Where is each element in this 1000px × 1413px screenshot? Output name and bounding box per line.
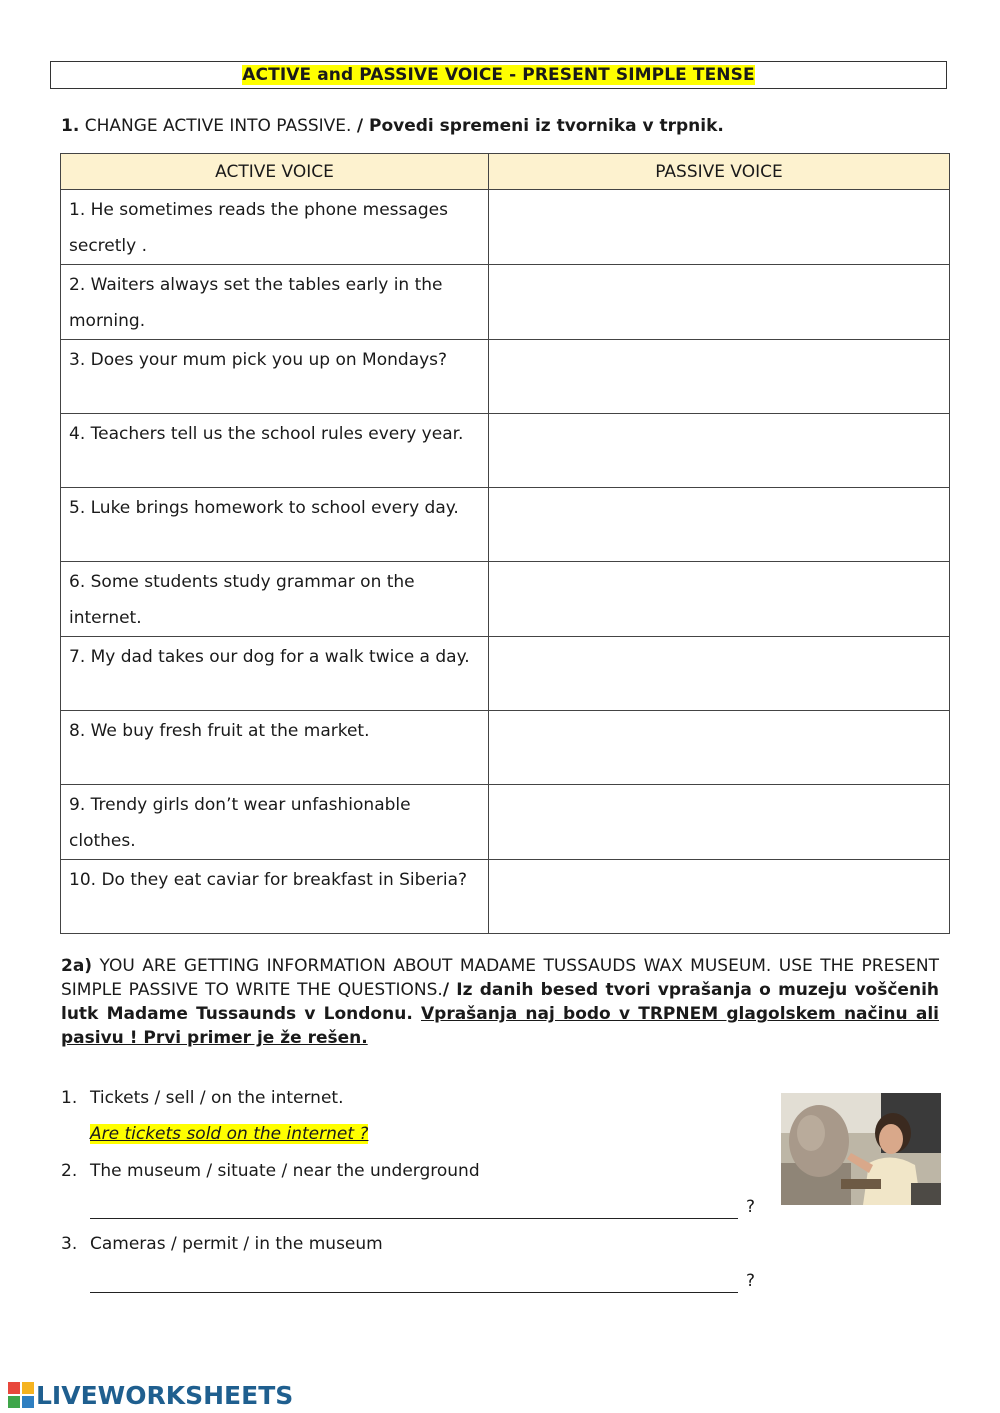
table-row	[61, 562, 950, 637]
passive-answer-cell[interactable]	[489, 340, 950, 414]
active-sentence: 9. Trendy girls don’t wear unfashionable clothes.	[61, 785, 489, 860]
question-item	[61, 1088, 343, 1108]
task2-instruction	[61, 954, 939, 1050]
task1-text-slovene: / Povedi spremeni iz tvornika v trpnik.	[356, 116, 724, 136]
active-sentence: 1. He sometimes reads the phone messages secretly .	[61, 190, 489, 265]
passive-answer-cell[interactable]	[489, 488, 950, 562]
active-sentence: 4. Teachers tell us the school rules every year.	[61, 414, 489, 488]
table-row	[61, 711, 950, 785]
passive-answer-cell[interactable]	[489, 785, 950, 860]
answer-line[interactable]	[90, 1272, 738, 1293]
active-sentence: 2. Waiters always set the tables early in the morning.	[61, 265, 489, 340]
active-sentence: 8. We buy fresh fruit at the market.	[61, 711, 489, 785]
question-prompt: Tickets / sell / on the internet.	[90, 1088, 344, 1108]
table-row	[61, 785, 950, 860]
task1-number: 1.	[61, 116, 80, 136]
example-answer: Are tickets sold on the internet ?	[90, 1124, 369, 1144]
header-passive-voice: PASSIVE VOICE	[489, 154, 950, 190]
task2-text-slovene-underlined: Vprašanja naj bodo v TRPNEM glagolskem načinu ali pasivu ! Prvi primer je že rešen.	[61, 1004, 939, 1048]
table-row	[61, 414, 950, 488]
table-row	[61, 637, 950, 711]
question-number: 3.	[61, 1234, 78, 1254]
passive-answer-cell[interactable]	[489, 637, 950, 711]
passive-answer-cell[interactable]	[489, 562, 950, 637]
active-sentence: 10. Do they eat caviar for breakfast in Siberia?	[61, 860, 489, 934]
liveworksheets-brand: LIVEWORKSHEETS	[36, 1380, 294, 1410]
task2-number: 2a)	[61, 956, 93, 976]
header-active-voice: ACTIVE VOICE	[61, 154, 489, 190]
worksheet-title: ACTIVE and PASSIVE VOICE - PRESENT SIMPLE TENSE	[242, 65, 755, 85]
table-row	[61, 860, 950, 934]
active-sentence: 3. Does your mum pick you up on Mondays?	[61, 340, 489, 414]
table-header-row	[61, 154, 950, 190]
question-mark: ?	[746, 1271, 756, 1291]
active-sentence: 5. Luke brings homework to school every day.	[61, 488, 489, 562]
sculptor-photo	[781, 1093, 941, 1205]
question-item	[61, 1234, 383, 1254]
answer-line[interactable]	[90, 1198, 738, 1219]
passive-answer-cell[interactable]	[489, 414, 950, 488]
passive-answer-cell[interactable]	[489, 711, 950, 785]
table-row	[61, 190, 950, 265]
passive-answer-cell[interactable]	[489, 265, 950, 340]
passive-answer-cell[interactable]	[489, 190, 950, 265]
sculptor-photo-image	[781, 1093, 941, 1205]
question-mark: ?	[746, 1197, 756, 1217]
passive-answer-cell[interactable]	[489, 860, 950, 934]
task1-text: CHANGE ACTIVE INTO PASSIVE.	[79, 116, 357, 136]
worksheet-title-box	[50, 61, 947, 89]
active-sentence: 7. My dad takes our dog for a walk twice a day.	[61, 637, 489, 711]
question-item	[61, 1161, 480, 1181]
task2-text: YOU ARE GETTING INFORMATION ABOUT MADAME TUSSAUDS WAX MUSEUM. USE THE PRESENT SIMPLE PASSIVE TO WRITE THE QUESTIONS.	[61, 956, 939, 1000]
active-sentence: 6. Some students study grammar on the internet.	[61, 562, 489, 637]
liveworksheets-logo-icon	[8, 1382, 34, 1408]
table-row	[61, 265, 950, 340]
task1-instruction	[61, 116, 724, 136]
table-row	[61, 488, 950, 562]
question-number: 2.	[61, 1161, 78, 1181]
question-prompt: Cameras / permit / in the museum	[90, 1234, 383, 1254]
question-number: 1.	[61, 1088, 78, 1108]
active-passive-table	[60, 153, 950, 934]
question-prompt: The museum / situate / near the underground	[90, 1161, 480, 1181]
table-row	[61, 340, 950, 414]
liveworksheets-logo	[8, 1380, 293, 1410]
task2-text-slovene: / Iz danih besed tvori vprašanja o muzeju voščenih lutk Madame Tussaunds v Londonu.	[61, 980, 939, 1024]
